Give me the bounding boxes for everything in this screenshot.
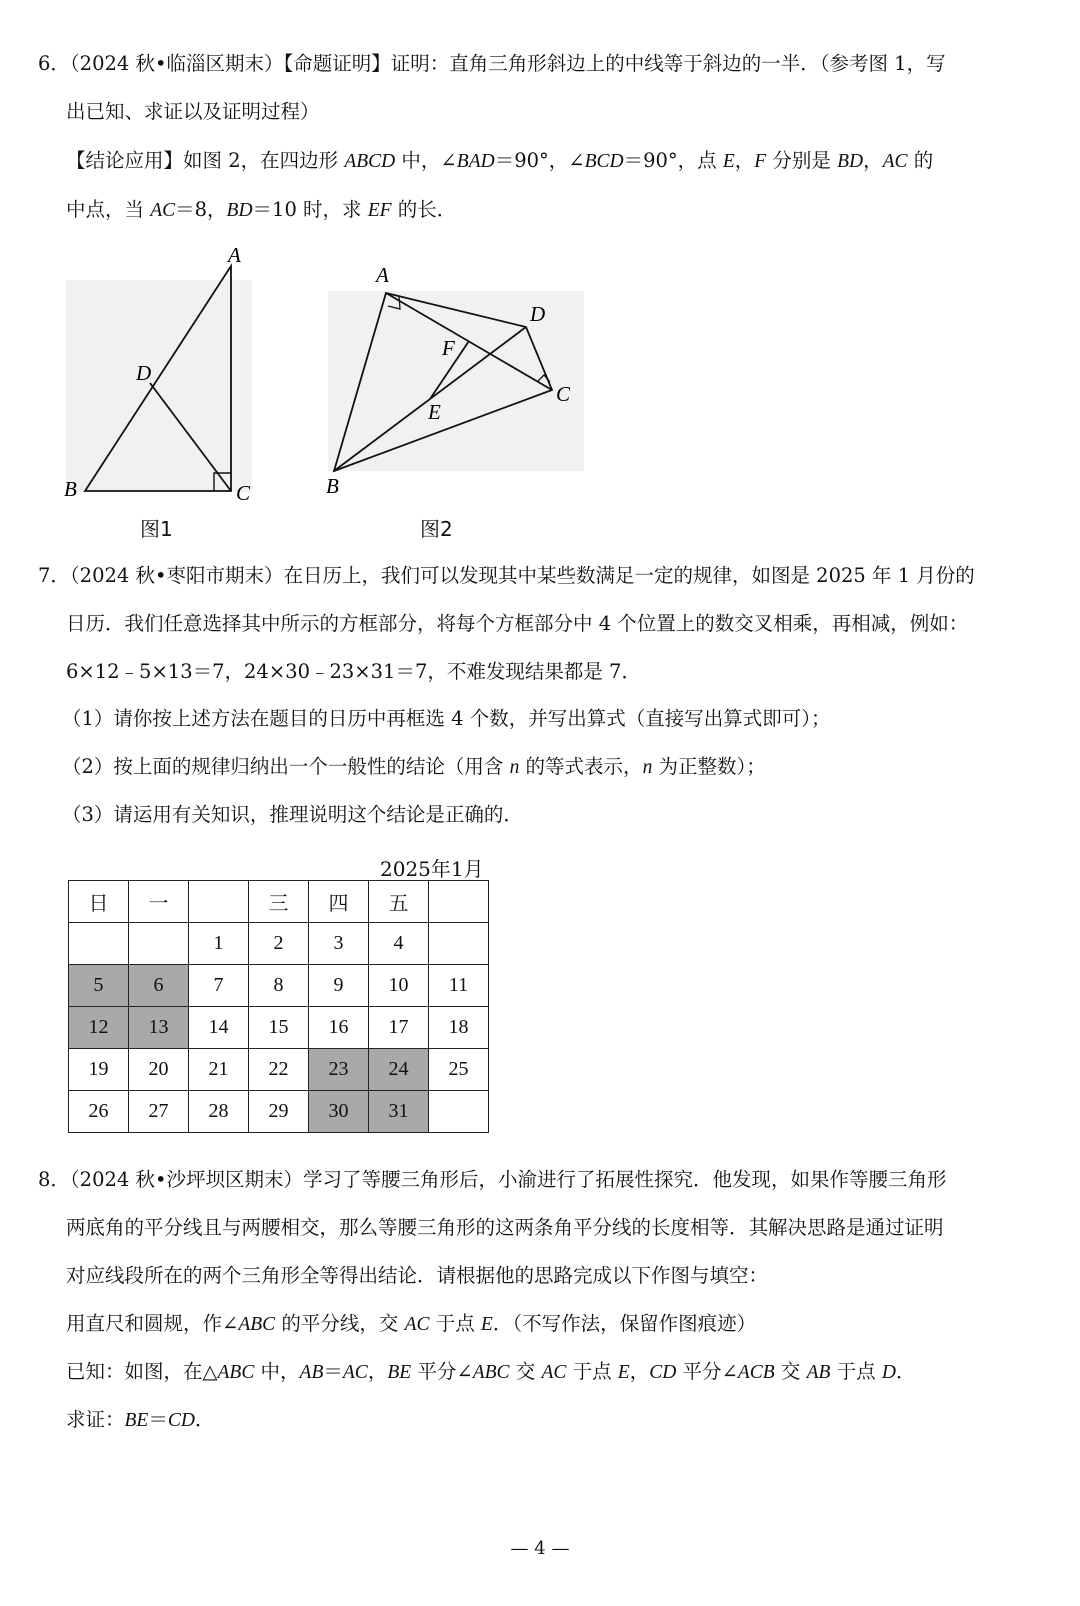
q8-line-4: 用直尺和圆规，作∠ABC 的平分线，交 AC 于点 E．（不写作法，保留作图痕迹） <box>66 1312 757 1335</box>
q7-line-2: 日历．我们任意选择其中所示的方框部分，将每个方框部分中 4 个位置上的数交叉相乘，再相减，例如： <box>66 612 969 635</box>
calendar-cell: 2 <box>249 923 309 965</box>
label-b: B <box>326 474 339 498</box>
figure-2 <box>320 255 590 505</box>
calendar-row <box>69 1091 489 1133</box>
q7-line-3: 6×12﹣5×13＝7，24×30﹣23×31＝7，不难发现结果都是 7． <box>66 660 641 683</box>
q7-sub-1: （1）请你按上述方法在题目的日历中再框选 4 个数，并写出算式（直接写出算式即可）； <box>62 707 831 730</box>
label-b: B <box>64 477 77 501</box>
calendar-header-row <box>69 881 489 923</box>
calendar-cell-shaded: 24 <box>369 1049 429 1091</box>
q8-line-1: 8．（2024 秋•沙坪坝区期末）学习了等腰三角形后，小渝进行了拓展性探究．他发现，如果作等腰三角形 <box>38 1168 947 1191</box>
calendar-header <box>429 881 489 923</box>
label-f: F <box>442 336 455 360</box>
q7-sub-2: （2）按上面的规律归纳出一个一般性的结论（用含 n 的等式表示，n 为正整数）； <box>62 755 766 778</box>
calendar-row <box>69 965 489 1007</box>
calendar-table <box>68 880 489 1133</box>
calendar-cell: 10 <box>369 965 429 1007</box>
calendar-cell: 7 <box>189 965 249 1007</box>
calendar-cell: 25 <box>429 1049 489 1091</box>
q8-line-6: 求证：BE＝CD． <box>66 1408 215 1431</box>
calendar-title: 2025年1月 <box>380 857 484 881</box>
label-a: A <box>376 263 389 287</box>
calendar-cell: 29 <box>249 1091 309 1133</box>
calendar-cell: 20 <box>129 1049 189 1091</box>
calendar-cell: 4 <box>369 923 429 965</box>
figure-2-caption: 图2 <box>420 517 453 541</box>
calendar-cell: 18 <box>429 1007 489 1049</box>
calendar-cell: 17 <box>369 1007 429 1049</box>
calendar-cell: 11 <box>429 965 489 1007</box>
calendar-cell-shaded: 6 <box>129 965 189 1007</box>
q8-line-2: 两底角的平分线且与两腰相交，那么等腰三角形的这两条角平分线的长度相等．其解决思路是通过证明 <box>66 1216 944 1239</box>
label-e: E <box>428 400 441 424</box>
label-d: D <box>530 302 546 326</box>
label-a: A <box>228 243 241 267</box>
q8-line-3: 对应线段所在的两个三角形全等得出结论．请根据他的思路完成以下作图与填空： <box>66 1264 769 1287</box>
calendar-cell-shaded: 12 <box>69 1007 129 1049</box>
calendar-cell: 8 <box>249 965 309 1007</box>
calendar-cell-shaded: 5 <box>69 965 129 1007</box>
label-c: C <box>236 481 251 505</box>
calendar-cell <box>69 923 129 965</box>
calendar-cell: 26 <box>69 1091 129 1133</box>
calendar-cell: 1 <box>189 923 249 965</box>
calendar-cell-shaded: 31 <box>369 1091 429 1133</box>
calendar-header: 三 <box>249 881 309 923</box>
calendar-cell: 9 <box>309 965 369 1007</box>
q6-line-4: 中点，当 AC＝8，BD＝10 时，求 EF 的长． <box>66 198 457 221</box>
calendar-cell: 16 <box>309 1007 369 1049</box>
calendar-cell: 28 <box>189 1091 249 1133</box>
calendar-cell <box>129 923 189 965</box>
figure-1 <box>60 240 260 515</box>
calendar-cell: 21 <box>189 1049 249 1091</box>
page-number: — 4 — <box>510 1538 570 1559</box>
calendar-cell: 22 <box>249 1049 309 1091</box>
calendar-cell: 14 <box>189 1007 249 1049</box>
label-d: D <box>136 361 152 385</box>
calendar-cell: 3 <box>309 923 369 965</box>
figure-1-caption: 图1 <box>140 517 173 541</box>
calendar-cell: 15 <box>249 1007 309 1049</box>
calendar-cell-shaded: 30 <box>309 1091 369 1133</box>
calendar-row <box>69 923 489 965</box>
calendar-cell: 27 <box>129 1091 189 1133</box>
figure-1-background <box>66 280 252 492</box>
label-c: C <box>556 382 571 406</box>
q7-line-1: 7．（2024 秋•枣阳市期末）在日历上，我们可以发现其中某些数满足一定的规律，如图是 2025 年 1 月份的 <box>38 564 975 587</box>
calendar-cell: 19 <box>69 1049 129 1091</box>
calendar-cell <box>429 1091 489 1133</box>
q8-line-5: 已知：如图，在△ABC 中，AB＝AC，BE 平分∠ABC 交 AC 于点 E，CD 平分∠ACB 交 AB 于点 D． <box>66 1360 916 1383</box>
q6-line-2: 出已知、求证以及证明过程） <box>66 100 320 123</box>
q6-line-3: 【结论应用】如图 2，在四边形 ABCD 中，∠BAD＝90°，∠BCD＝90°，点 E，F 分别是 BD，AC 的 <box>66 149 934 172</box>
calendar-row <box>69 1007 489 1049</box>
calendar-header: 一 <box>129 881 189 923</box>
figure-2-background <box>328 291 584 471</box>
calendar-header <box>189 881 249 923</box>
calendar-header: 五 <box>369 881 429 923</box>
q6-line-1: 6．（2024 秋•临淄区期末）【命题证明】证明：直角三角形斜边上的中线等于斜边的一半．（参考图 1，写 <box>38 52 946 75</box>
calendar-row <box>69 1049 489 1091</box>
calendar-cell <box>429 923 489 965</box>
calendar-cell-shaded: 23 <box>309 1049 369 1091</box>
calendar-cell-shaded: 13 <box>129 1007 189 1049</box>
calendar-header: 四 <box>309 881 369 923</box>
q7-sub-3: （3）请运用有关知识，推理说明这个结论是正确的． <box>62 803 523 826</box>
calendar-header: 日 <box>69 881 129 923</box>
